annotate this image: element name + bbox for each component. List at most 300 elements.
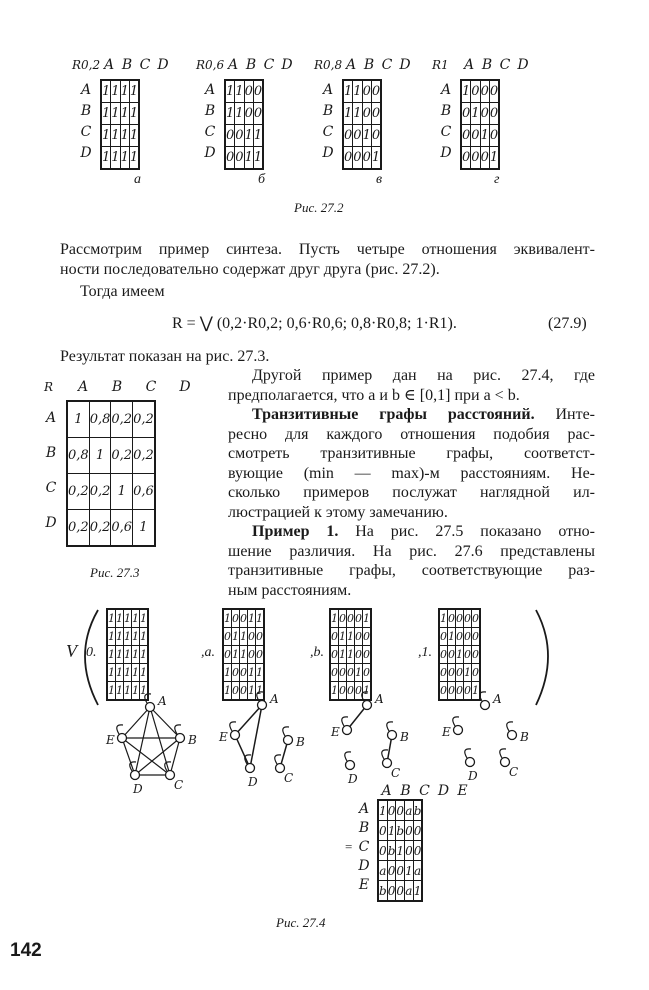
matrix-cell: 1	[132, 646, 140, 664]
graph-node	[508, 731, 517, 740]
column-header: D	[179, 379, 191, 395]
graph-node	[176, 734, 185, 743]
matrix-cell: 0	[339, 609, 347, 628]
matrix-cell: 0	[387, 800, 396, 821]
matrix-cell: 1	[67, 401, 89, 438]
row-header: C	[358, 838, 370, 855]
coefficient-label: 0.	[86, 645, 97, 660]
matrix-cell: 0,6	[133, 474, 155, 510]
matrix-cell: 1	[405, 861, 414, 881]
matrix-cell: 0	[353, 147, 362, 170]
graph-node	[146, 703, 155, 712]
matrix-cell: 1	[223, 682, 232, 701]
column-header: B	[481, 57, 493, 73]
matrix-cell: 1	[120, 147, 129, 170]
matrix-cell: 0	[489, 103, 499, 125]
matrix-cell: 1	[101, 147, 111, 170]
node-label: C	[174, 778, 184, 792]
matrix-cell: 0	[362, 80, 371, 103]
matrix-cell: 1	[132, 682, 140, 701]
column-header: D	[281, 57, 293, 73]
column-header: D	[517, 57, 529, 73]
matrix-cell: 1	[140, 682, 149, 701]
self-loop	[387, 722, 393, 731]
self-loop	[283, 727, 289, 736]
row-header: D	[80, 144, 92, 161]
column-header: C	[145, 379, 157, 395]
coefficient-label: ,a.	[201, 645, 215, 660]
node-label: A	[493, 692, 502, 706]
row-header: C	[80, 123, 92, 140]
matrix-cell: 0	[472, 646, 481, 664]
matrix-cell: 1	[223, 664, 232, 682]
row-header: D	[204, 144, 216, 161]
matrix-cell: 1	[120, 80, 129, 103]
matrix-cell: 0	[347, 682, 355, 701]
matrix-cell: 0	[413, 841, 422, 861]
matrix-cell: 1	[387, 821, 396, 841]
matrix-cell: 1	[353, 80, 362, 103]
row-header: C	[45, 479, 57, 496]
matrix-cell: 0	[339, 664, 347, 682]
matrix-cell: 0,2	[133, 438, 155, 474]
matrix-cell: 0	[355, 628, 363, 646]
figure-27-2-caption: Рис. 27.2	[294, 200, 344, 215]
matrix-cell: 0	[253, 103, 263, 125]
matrix-cell: 1	[240, 646, 248, 664]
graph-node	[388, 731, 397, 740]
row-header: A	[204, 81, 216, 98]
column-header: C	[139, 57, 151, 73]
column-header: B	[111, 379, 123, 395]
matrix-cell: 0	[471, 147, 480, 170]
matrix-cell: 1	[140, 628, 149, 646]
row-header: B	[440, 102, 452, 119]
self-loop	[230, 722, 236, 731]
matrix-cell: 0,6	[111, 510, 133, 547]
matrix-cell: 0	[456, 609, 464, 628]
paragraph-line: вующие (min — max)-м расстояниям. Не-	[228, 464, 595, 482]
self-loop	[465, 749, 471, 758]
matrix-cell: 0	[235, 147, 244, 170]
matrix-cell: 0,2	[67, 474, 89, 510]
matrix-cell: 1	[347, 628, 355, 646]
matrix-cell: 0	[343, 125, 353, 147]
matrix-cell: a	[378, 861, 387, 881]
paragraph-right-column	[228, 366, 595, 600]
matrix-cell: 0	[355, 682, 363, 701]
matrix-cell: 0	[448, 609, 456, 628]
matrix-corner-label: R0,6	[196, 58, 225, 72]
matrix-cell: 0	[396, 881, 405, 902]
matrix-cell: 0	[448, 664, 456, 682]
paragraph-then: Тогда имеем	[80, 283, 165, 300]
matrix-cell: 1	[439, 609, 448, 628]
column-header: E	[457, 783, 468, 799]
matrix-cell: 0,2	[89, 510, 111, 547]
matrix-cell: 1	[129, 147, 139, 170]
self-loop	[345, 752, 351, 761]
paragraph-line: сколько примеров послужат наглядной ил-	[228, 484, 595, 501]
matrix-cell: 1	[330, 609, 339, 628]
matrix-cell: a	[405, 800, 414, 821]
matrix-cell: 1	[124, 628, 132, 646]
row-header: B	[204, 102, 216, 119]
matrix-cell: a	[413, 861, 422, 881]
matrix-cell: 0	[339, 682, 347, 701]
row-header: A	[80, 81, 92, 98]
column-header: A	[463, 57, 475, 73]
matrix-cell: 0	[464, 609, 472, 628]
matrix-cell: 0	[461, 103, 471, 125]
matrix-cell: a	[405, 881, 414, 902]
matrix-corner-label: R0,2	[72, 58, 101, 72]
graph-node	[466, 758, 475, 767]
panel-sublabel: г	[494, 172, 500, 187]
matrix-cell: 0	[405, 841, 414, 861]
matrix-cell: 0	[225, 147, 235, 170]
matrix-cell: 0	[363, 646, 372, 664]
figure-27-4-caption: Рис. 27.4	[276, 915, 326, 930]
matrix-cell: b	[413, 800, 422, 821]
matrix-cell: 0,2	[111, 401, 133, 438]
column-header: C	[499, 57, 511, 73]
matrix-cell: 1	[111, 474, 133, 510]
row-header: C	[440, 123, 452, 140]
matrix-cell: 1	[101, 80, 111, 103]
node-label: E	[442, 725, 451, 739]
matrix-cell: 1	[448, 628, 456, 646]
graph-node	[131, 771, 140, 780]
column-header: D	[399, 57, 411, 73]
graph-edge	[170, 738, 180, 775]
matrix-cell: 0	[253, 80, 263, 103]
matrix-cell: 0	[378, 821, 387, 841]
coefficient-label: ,b.	[310, 645, 324, 660]
self-loop	[145, 694, 151, 703]
row-header: A	[322, 81, 334, 98]
column-header: A	[227, 57, 239, 73]
matrix-cell: 1	[253, 125, 263, 147]
row-header: B	[80, 102, 92, 119]
matrix-cell: 0,8	[67, 438, 89, 474]
matrix-cell: 0	[353, 125, 362, 147]
row-header: D	[440, 144, 452, 161]
formula-number: (27.9)	[548, 315, 587, 332]
matrix-cell: 0	[456, 664, 464, 682]
matrix-cell: 0	[471, 125, 480, 147]
self-loop	[275, 755, 281, 764]
matrix-cell: 0	[244, 103, 253, 125]
column-header: B	[400, 783, 411, 799]
row-header: A	[440, 81, 452, 98]
matrix-cell: 1	[89, 438, 111, 474]
matrix-cell: 0	[396, 861, 405, 881]
matrix-cell: 0	[472, 628, 481, 646]
self-loop	[175, 725, 181, 734]
row-header: D	[45, 514, 57, 531]
self-loop	[257, 692, 263, 701]
matrix-cell: 0	[232, 664, 240, 682]
matrix-cell: 1	[248, 664, 256, 682]
node-label: B	[188, 733, 197, 747]
paragraph-result: Результат показан на рис. 27.3.	[60, 348, 270, 365]
matrix-cell: 0,2	[67, 510, 89, 547]
column-header: A	[77, 379, 89, 395]
matrix-cell: 0	[223, 646, 232, 664]
matrix-cell: 0	[464, 646, 472, 664]
matrix-cell: 1	[120, 125, 129, 147]
matrix-cell: 0	[256, 646, 265, 664]
matrix-grid	[460, 79, 500, 170]
matrix-cell: 1	[244, 125, 253, 147]
matrix-cell: b	[387, 841, 396, 861]
graph-node	[118, 734, 127, 743]
self-loop	[342, 717, 348, 726]
matrix-cell: 1	[371, 147, 381, 170]
matrix-cell: 1	[124, 646, 132, 664]
matrix-cell: 0	[439, 664, 448, 682]
matrix-cell: 1	[472, 682, 481, 701]
paragraph-line: ности последовательно содержат друг друга (рис. 27.2).	[60, 260, 440, 278]
matrix-cell: 1	[363, 609, 372, 628]
matrix-cell: 1	[124, 664, 132, 682]
matrix-cell: 0	[362, 103, 371, 125]
self-loop	[382, 750, 388, 759]
matrix-cell: 1	[253, 147, 263, 170]
matrix-cell: 0	[456, 682, 464, 701]
matrix-cell: 0	[355, 609, 363, 628]
graph-node	[231, 731, 240, 740]
matrix-cell: 1	[339, 646, 347, 664]
graph-node	[246, 764, 255, 773]
matrix-cell: 1	[111, 147, 120, 170]
matrix-cell: b	[396, 821, 405, 841]
row-header: B	[45, 444, 57, 461]
paragraph-line: Пример 1. На рис. 27.5 показано отно-	[252, 523, 595, 540]
paragraph-line: Транзитивные графы расстояний. Инте-	[252, 406, 596, 423]
matrix-cell: 1	[111, 80, 120, 103]
matrix-cell: 1	[140, 664, 149, 682]
matrix-cell: 1	[124, 609, 132, 628]
matrix-cell: 1	[107, 628, 116, 646]
matrix-cell: 1	[396, 841, 405, 861]
matrix-grid	[224, 79, 264, 170]
node-label: D	[348, 772, 358, 786]
matrix-cell: 0	[489, 125, 499, 147]
matrix-cell: 0	[225, 125, 235, 147]
matrix-cell: 0	[330, 628, 339, 646]
matrix-cell: 1	[132, 628, 140, 646]
matrix-cell: 1	[129, 103, 139, 125]
matrix-cell: 1	[133, 510, 155, 547]
column-header: D	[157, 57, 169, 73]
matrix-cell: 0	[471, 80, 480, 103]
matrix-corner-label: R0,8	[314, 58, 343, 72]
graph-node	[346, 761, 355, 770]
matrix-cell: 1	[132, 664, 140, 682]
matrix-grid	[66, 400, 156, 547]
union-operator: V	[66, 641, 77, 661]
matrix-cell: 1	[129, 125, 139, 147]
matrix-cell: 1	[107, 609, 116, 628]
matrix-cell: 1	[347, 646, 355, 664]
self-loop	[500, 749, 506, 758]
self-loop	[507, 722, 513, 731]
matrix-corner-label: R1	[432, 58, 449, 72]
self-loop	[117, 725, 123, 734]
matrix-cell: 1	[343, 80, 353, 103]
matrix-cell: 1	[232, 646, 240, 664]
matrix-cell: 1	[225, 80, 235, 103]
matrix-cell: 1	[363, 682, 372, 701]
column-header: B	[121, 57, 133, 73]
page-number: 142	[10, 940, 42, 961]
matrix-cell: 0	[405, 821, 414, 841]
matrix-cell: 1	[248, 682, 256, 701]
matrix-cell: 0	[363, 664, 372, 682]
matrix-cell: 0	[387, 881, 396, 902]
matrix-cell: 1	[256, 609, 265, 628]
paragraph-line: смотреть транзитивные графы, соответст-	[228, 445, 595, 462]
graph-edge	[122, 738, 170, 775]
node-label: D	[248, 775, 258, 789]
matrix-cell: 1	[461, 80, 471, 103]
matrix-grid	[100, 79, 140, 170]
panel-sublabel: а	[134, 172, 141, 187]
matrix-cell: 1	[343, 103, 353, 125]
matrix-cell: 0	[223, 628, 232, 646]
paragraph-line: ным расстояниям.	[228, 581, 352, 599]
matrix-cell: 0	[232, 609, 240, 628]
matrix-cell: 1	[225, 103, 235, 125]
matrix-cell: 0	[461, 125, 471, 147]
paragraph-line: люстрацией к этому замечанию.	[228, 503, 448, 521]
column-header: A	[103, 57, 115, 73]
matrix-cell: 0,2	[133, 401, 155, 438]
matrix-cell: 0	[240, 609, 248, 628]
matrix-cell: 0	[235, 125, 244, 147]
column-header: C	[263, 57, 275, 73]
graph-edge	[122, 707, 150, 738]
matrix-cell: 1	[116, 646, 124, 664]
paragraph-line: ресно для каждого отношения подобия рас-	[228, 425, 595, 443]
matrix-cell: 0	[464, 682, 472, 701]
graph-node	[258, 701, 267, 710]
graph-node	[284, 736, 293, 745]
node-label: B	[400, 730, 409, 744]
row-header: D	[322, 144, 334, 161]
graph-node	[454, 726, 463, 735]
paragraph-line: предполагается, что a и b ∈ [0,1] при a < b.	[228, 386, 520, 404]
matrix-cell: 0	[330, 646, 339, 664]
matrix-cell: 1	[116, 664, 124, 682]
node-label: C	[284, 771, 294, 785]
graph-edge	[235, 735, 250, 768]
graph-node	[481, 701, 490, 710]
graph-node	[363, 701, 372, 710]
matrix-cell: 1	[132, 609, 140, 628]
matrix-cell: 0	[371, 103, 381, 125]
matrix-cell: 1	[378, 800, 387, 821]
matrix-cell: 0	[256, 628, 265, 646]
matrix-cell: 1	[107, 646, 116, 664]
node-label: B	[296, 735, 305, 749]
matrix-cell: 0	[240, 664, 248, 682]
self-loop	[453, 717, 459, 726]
matrix-cell: 0	[248, 646, 256, 664]
coefficient-label: ,1.	[418, 645, 432, 660]
matrix-cell: 1	[256, 682, 265, 701]
panel-sublabel: б	[258, 172, 266, 187]
matrix-cell: 1	[244, 147, 253, 170]
matrix-cell: 0	[472, 664, 481, 682]
right-paren	[536, 610, 548, 705]
node-label: E	[331, 725, 340, 739]
matrix-cell: 1	[111, 103, 120, 125]
matrix-cell: 0	[480, 103, 489, 125]
matrix-cell: 1	[140, 646, 149, 664]
matrix-cell: 0,2	[89, 474, 111, 510]
matrix-cell: 1	[248, 609, 256, 628]
matrix-cell: 0	[244, 80, 253, 103]
panel-sublabel: в	[376, 172, 383, 187]
matrix-cell: 0	[456, 628, 464, 646]
matrix-cell: 1	[120, 103, 129, 125]
matrix-cell: 1	[116, 628, 124, 646]
matrix-cell: 1	[101, 125, 111, 147]
matrix-cell: 1	[456, 646, 464, 664]
matrix-cell: 1	[464, 664, 472, 682]
node-label: C	[391, 766, 401, 780]
matrix-cell: 0	[448, 646, 456, 664]
matrix-cell: 1	[116, 609, 124, 628]
node-label: B	[520, 730, 529, 744]
matrix-cell: 1	[140, 609, 149, 628]
column-header: B	[245, 57, 257, 73]
matrix-cell: 0	[371, 125, 381, 147]
row-header: A	[45, 409, 57, 426]
node-label: E	[106, 733, 115, 747]
node-label: A	[270, 692, 279, 706]
matrix-cell: 1	[362, 125, 371, 147]
matrix-cell: 0,8	[89, 401, 111, 438]
matrix-cell: 0	[480, 80, 489, 103]
row-header: C	[204, 123, 216, 140]
node-label: A	[158, 694, 167, 708]
matrix-cell: 0	[371, 80, 381, 103]
paragraph-line: шение различия. На рис. 27.6 представлены	[228, 542, 595, 560]
matrix-cell: 0,2	[111, 438, 133, 474]
row-header: B	[358, 819, 370, 836]
column-header: C	[419, 783, 430, 799]
node-label: D	[133, 782, 143, 796]
figure-27-4-drawing	[0, 590, 649, 920]
column-header: A	[345, 57, 357, 73]
matrix-cell: 1	[129, 80, 139, 103]
matrix-cell: 0	[362, 147, 371, 170]
matrix-cell: 0	[439, 646, 448, 664]
matrix-cell: 0	[343, 147, 353, 170]
matrix-cell: 1	[116, 682, 124, 701]
row-header: C	[322, 123, 334, 140]
matrix-cell: 0	[232, 682, 240, 701]
matrix-cell: 0	[330, 664, 339, 682]
matrix-cell: 1	[223, 609, 232, 628]
matrix-cell: 0	[240, 682, 248, 701]
node-label: D	[468, 769, 478, 783]
matrix-cell: 1	[111, 125, 120, 147]
